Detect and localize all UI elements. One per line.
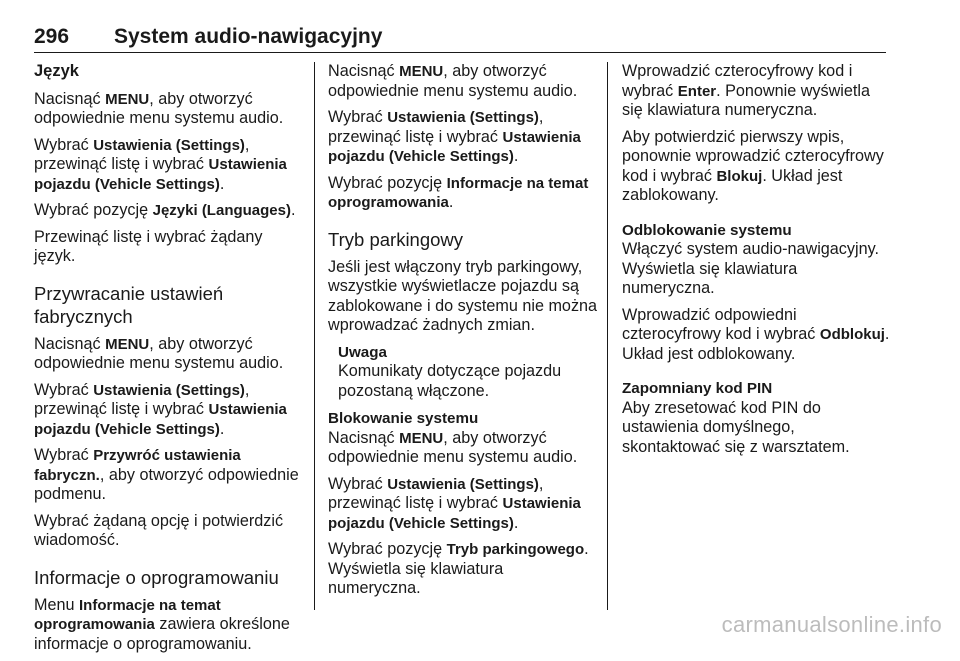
paragraph: Wybrać Ustawienia (Settings), przewinąć listę i wybrać Ustawienia pojazdu (Vehicle Settings).: [34, 135, 287, 193]
column-divider: [607, 62, 608, 610]
paragraph: Przewinąć listę i wybrać żądany język.: [34, 227, 263, 265]
page-number: 296: [34, 25, 70, 48]
paragraph: Nacisnąć MENU, aby otworzyć odpowiednie menu systemu audio.: [328, 428, 578, 466]
column-divider: [314, 62, 315, 610]
note-box: [328, 343, 600, 402]
paragraph: Włączyć system audio-nawigacyjny. Wyświetla się klawiatura numeryczna.: [622, 240, 879, 297]
paragraph: Wybrać Przywróć ustawienia fabryczn., aby otworzyć odpowiednie podmenu.: [34, 446, 299, 503]
paragraph: Wybrać pozycję Informacje na temat oprogramowania.: [328, 173, 589, 211]
paragraph: Wybrać żądaną opcję i potwierdzić wiadomość.: [34, 511, 284, 549]
page-header: [34, 20, 886, 53]
paragraph: Menu Informacje na temat oprogramowania zawiera określone informacje o oprogramowaniu.: [34, 595, 290, 653]
paragraph: Nacisnąć MENU, aby otworzyć odpowiednie menu systemu audio.: [328, 62, 578, 100]
section-heading-zapomniany-pin: Zapomniany kod PIN: [622, 380, 773, 397]
paragraph: Aby potwierdzić pierwszy wpis, ponownie wprowadzić czterocyfrowy kod i wybrać Blokuj. Układ jest zablokowany.: [622, 127, 884, 204]
watermark: carmanualsonline.info: [721, 612, 942, 637]
paragraph: Nacisnąć MENU, aby otworzyć odpowiednie menu systemu audio.: [34, 334, 284, 372]
note-title: Uwaga: [338, 343, 387, 361]
paragraph: Wybrać pozycję Języki (Languages).: [34, 201, 296, 219]
section-heading-jezyk: Język: [34, 62, 79, 80]
section-heading-przywracanie: Przywracanie ustawień fabrycznych: [34, 282, 224, 327]
paragraph: Nacisnąć MENU, aby otworzyć odpowiednie menu systemu audio.: [34, 89, 284, 127]
paragraph: Wybrać Ustawienia (Settings), przewinąć listę i wybrać Ustawienia pojazdu (Vehicle Settings).: [34, 380, 287, 438]
paragraph: Aby zresetować kod PIN do ustawienia domyślnego, skontaktować się z warsztatem.: [622, 398, 850, 456]
paragraph: Wybrać Ustawienia (Settings), przewinąć listę i wybrać Ustawienia pojazdu (Vehicle Settings).: [328, 108, 581, 165]
paragraph: Wprowadzić odpowiedni czterocyfrowy kod i wybrać Odblokuj. Układ jest odblokowany.: [622, 305, 890, 363]
note-text: Komunikaty dotyczące pojazdu pozostaną włączone.: [338, 362, 562, 400]
page-title: System audio-nawigacyjny: [114, 25, 383, 48]
section-heading-tryb-parkingowy: Tryb parkingowy: [328, 228, 464, 250]
column-left: [34, 62, 306, 661]
column-right: [622, 62, 894, 464]
paragraph: Wprowadzić czterocyfrowy kod i wybrać Enter. Ponownie wyświetla się klawiatura numeryczna.: [622, 62, 870, 119]
section-heading-informacje: Informacje o oprogramowaniu: [34, 566, 279, 588]
paragraph: Wybrać pozycję Tryb parkingowego. Wyświetla się klawiatura numeryczna.: [328, 540, 589, 597]
paragraph: Jeśli jest włączony tryb parkingowy, wszystkie wyświetlacze pojazdu są zablokowane i do systemu nie można wprowadzać żadnych zmian.: [328, 257, 598, 334]
section-heading-blokowanie: Blokowanie systemu: [328, 410, 479, 427]
paragraph: Wybrać Ustawienia (Settings), przewinąć listę i wybrać Ustawienia pojazdu (Vehicle Settings).: [328, 474, 581, 532]
section-heading-odblokowanie: Odblokowanie systemu: [622, 221, 792, 239]
column-middle: [328, 62, 600, 606]
